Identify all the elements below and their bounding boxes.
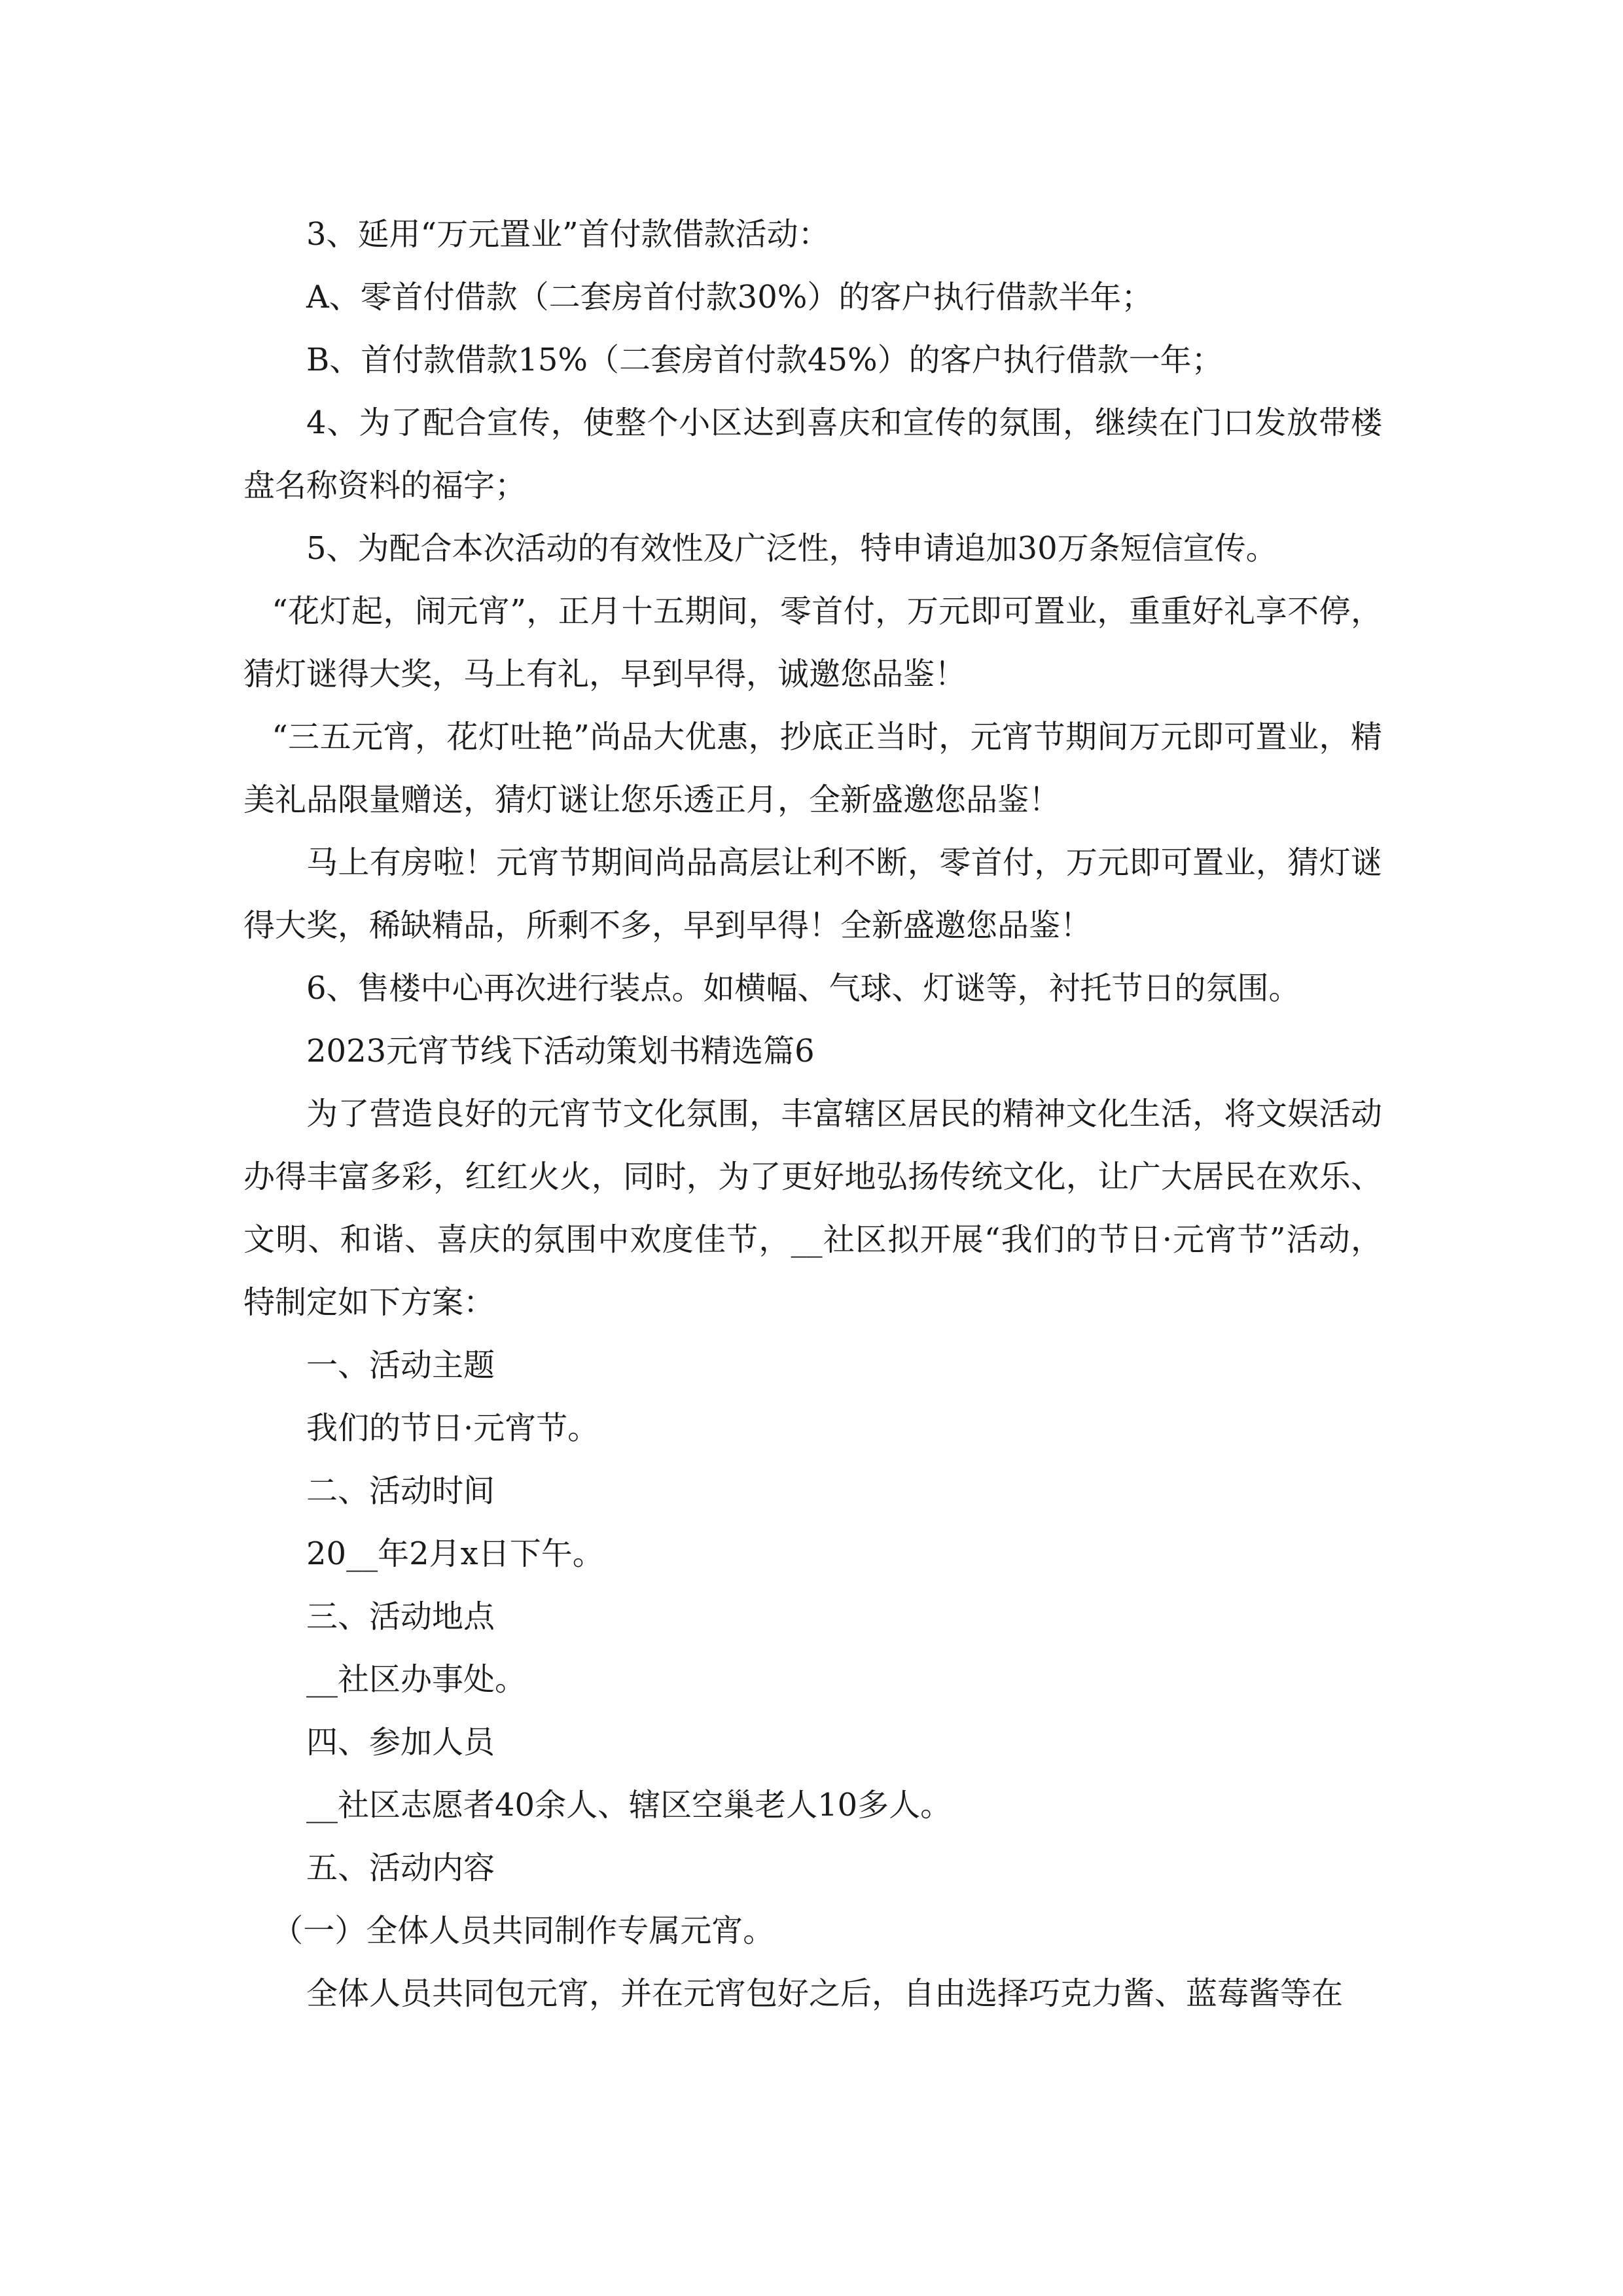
- heading-location: 三、活动地点: [306, 1598, 495, 1635]
- paragraph-participants: __社区志愿者40余人、辖区空巢老人10多人。: [306, 1787, 952, 1823]
- paragraph-slogan-3: 马上有房啦！元宵节期间尚品高层让利不断，零首付，万元即可置业，猜灯谜得大奖，稀缺精品，所剩不多，早到早得！全新盛邀您品鉴！: [243, 844, 1382, 944]
- document-body: [243, 203, 1382, 2025]
- paragraph-item-b: B、首付款借款15%（二套房首付款45%）的客户执行借款一年；: [306, 342, 1223, 378]
- paragraph-slogan-2: “三五元宵，花灯吐艳”尚品大优惠，抄底正当时，元宵节期间万元即可置业，精美礼品限量赠送，猜灯谜让您乐透正月，全新盛邀您品鉴！: [243, 719, 1382, 818]
- paragraph-time: 20__年2月x日下午。: [306, 1535, 604, 1572]
- paragraph-item-a: A、零首付借款（二套房首付款30%）的客户执行借款半年；: [306, 279, 1153, 315]
- heading-theme: 一、活动主题: [306, 1347, 495, 1384]
- paragraph-item-3: 3、延用“万元置业”首付款借款活动：: [306, 216, 830, 253]
- paragraph-location: __社区办事处。: [306, 1661, 527, 1698]
- subheading-content-1: （一）全体人员共同制作专属元宵。: [272, 1912, 775, 1949]
- section-heading: 2023元宵节线下活动策划书精选篇6: [306, 1033, 815, 1069]
- heading-content: 五、活动内容: [306, 1850, 495, 1886]
- paragraph-item-5: 5、为配合本次活动的有效性及广泛性，特申请追加30万条短信宣传。: [306, 530, 1277, 567]
- paragraph-intro: 为了营造良好的元宵节文化氛围，丰富辖区居民的精神文化生活，将文娱活动办得丰富多彩，红红火火，同时，为了更好地弘扬传统文化，让广大居民在欢乐、文明、和谐、喜庆的氛围中欢度佳节，__社区拟开展“我们的节日·元宵节”活动，特制定如下方案：: [243, 1096, 1382, 1321]
- heading-participants: 四、参加人员: [306, 1724, 495, 1761]
- paragraph-item-6: 6、售楼中心再次进行装点。如横幅、气球、灯谜等，衬托节日的氛围。: [306, 970, 1300, 1007]
- paragraph-theme: 我们的节日·元宵节。: [306, 1410, 599, 1446]
- paragraph-slogan-1: “花灯起，闹元宵”，正月十五期间，零首付，万元即可置业，重重好礼享不停，猜灯谜得大奖，马上有礼，早到早得，诚邀您品鉴！: [243, 593, 1382, 692]
- paragraph-content-1: 全体人员共同包元宵，并在元宵包好之后，自由选择巧克力酱、蓝莓酱等在: [306, 1975, 1344, 2012]
- paragraph-item-4: 4、为了配合宣传，使整个小区达到喜庆和宣传的氛围，继续在门口发放带楼盘名称资料的福字；: [243, 404, 1382, 504]
- heading-time: 二、活动时间: [306, 1473, 495, 1509]
